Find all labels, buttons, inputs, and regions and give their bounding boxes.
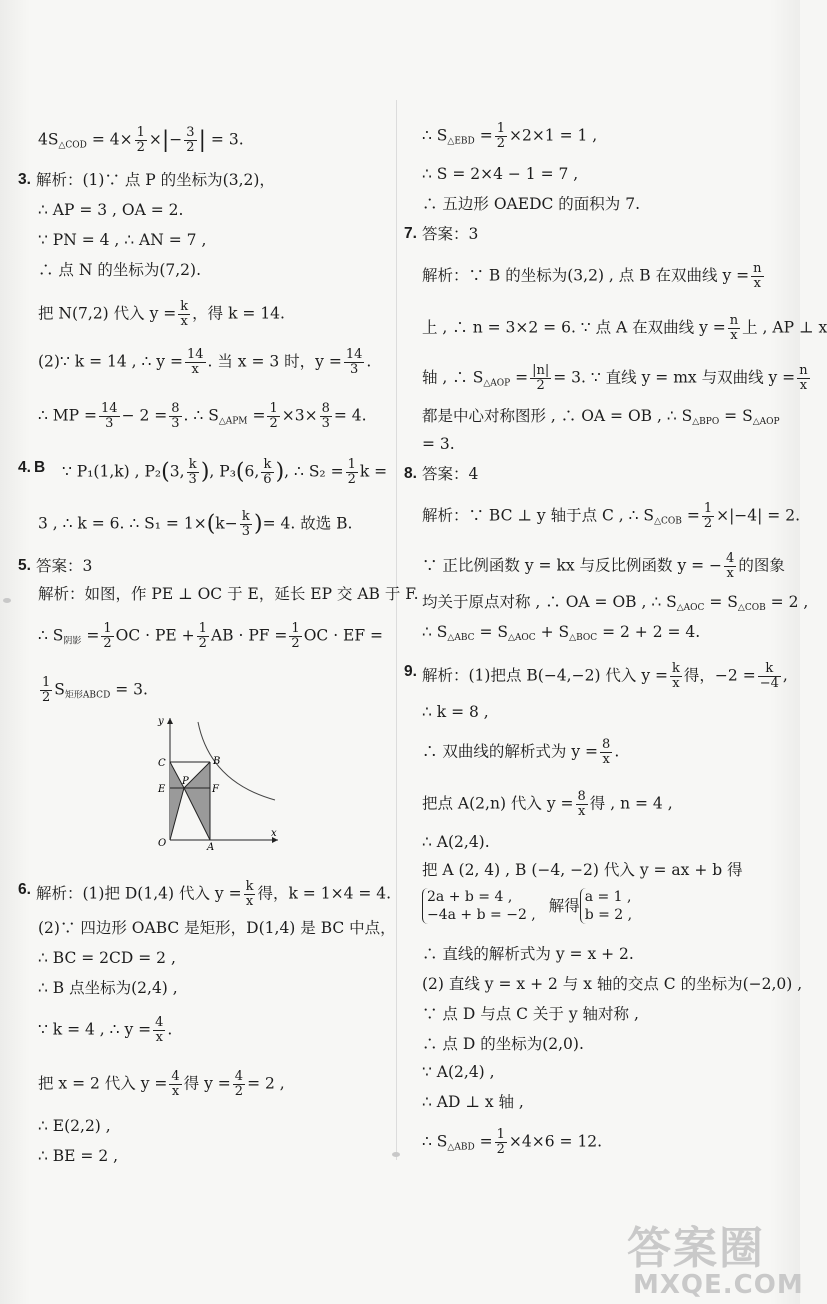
solution-line: 解析：如图，作 PE ⊥ OC 于 E，延长 EP 交 AB 于 F. <box>38 585 419 603</box>
solution-line: ∴ S = 2×4 − 1 = 7 , <box>422 165 579 183</box>
solution-line: ∵ 正比例函数 y = kx 与反比例函数 y = − $\frac{4}{x}$ 的图象 <box>422 551 785 581</box>
solution-line: 把点 A(2,n) 代入 y = $\frac{8}{x}$ 得 , n = 4 , <box>422 789 673 819</box>
solution-line: (2)∵ 四边形 OABC 是矩形，D(1,4) 是 BC 中点， <box>38 919 396 937</box>
solution-line: 解析：(1)把 D(1,4) 代入 y = $\frac{k}{x}$ 得，k = 1×4 = 4. <box>36 879 392 909</box>
question-number: 4. <box>18 459 31 476</box>
solution-line: ∴ E(2,2) , <box>38 1117 111 1135</box>
solution-line: ∴ B 点坐标为(2,4) , <box>38 979 178 997</box>
solution-line: 都是中心对称图形 , ∴ OA = OB , ∴ $S_{\triangle BPO} = S_{\triangle AOP}$ <box>422 407 780 427</box>
binding-hole <box>392 1152 400 1157</box>
solution-line: 把 A (2, 4) , B (−4, −2) 代入 y = ax + b 得 <box>422 861 743 879</box>
watermark-text: 答案圈 <box>627 1223 765 1274</box>
line-area-cod: $4S_{\triangle COD} = 4\times$ $\frac{1}{2}$ ×|− $\frac{3}{2}$ | = 3. <box>38 125 244 155</box>
solution-line: ∵ PN = 4 , ∴ AN = 7 , <box>38 231 207 249</box>
solution-line: 均关于原点对称 , ∴ OA = OB , ∴ $S_{\triangle AOC} = S_{\triangle COB} = 2$ , <box>422 593 809 613</box>
binding-hole <box>3 598 11 603</box>
question-number: 5. <box>18 557 31 574</box>
label-b: B <box>213 756 221 767</box>
solution-line: (2)∵ k = 14 , ∴ y = $\frac{14}{x}$ . 当 x = 3 时，y = $\frac{14}{3}$ . <box>38 347 372 377</box>
solution-line: ∴ $S_{\triangle ABD}$ = $\frac{1}{2}$ ×4×6 = 12. <box>422 1127 603 1157</box>
label-o: O <box>158 838 167 849</box>
label-a: A <box>207 842 215 853</box>
solution-line: $\frac{1}{2}$ $S_{矩形ABCD} = 3$. <box>42 675 148 705</box>
solution-line: ∴ 点 D 的坐标为(2,0). <box>422 1035 584 1053</box>
solution-line: ∴ k = 8 , <box>422 703 489 721</box>
shaded-region-right <box>184 762 210 840</box>
solution-line: 解析：(1)∵ 点 P 的坐标为(3,2)， <box>36 171 275 189</box>
solution-line: 3 , ∴ k = 6. ∴ S₁ = 1×(k− $\frac{k}{3}$ )= 4. 故选 B. <box>38 509 353 539</box>
shaded-region-left <box>170 762 184 840</box>
solution-line: ∴ $S_{\triangle EBD}$ = $\frac{1}{2}$ ×2×1 = 1 , <box>422 121 598 151</box>
solution-line: 把 x = 2 代入 y = $\frac{4}{x}$ 得 y = $\frac{4}{2}$ = 2 , <box>38 1069 285 1099</box>
watermark-domain: MXQE.COM <box>633 1270 804 1300</box>
solution-brace: a = 1 , b = 2 , <box>580 888 632 924</box>
solution-line: ∵ k = 4 , ∴ y = $\frac{4}{x}$ . <box>38 1015 173 1045</box>
question-number: 7. <box>404 225 417 242</box>
solution-line: ∴ AD ⊥ x 轴 , <box>422 1093 524 1111</box>
answer-line: 答案：3 <box>422 225 479 243</box>
label-y: y <box>158 716 164 727</box>
solution-line: ∴ A(2,4). <box>422 833 490 851</box>
solution-line: ∴ BC = 2CD = 2 , <box>38 949 176 967</box>
solution-line: (2) 直线 y = x + 2 与 x 轴的交点 C 的坐标为(−2,0) , <box>422 975 803 993</box>
answer-line: 答案：3 <box>36 557 93 575</box>
solution-line: ∴ 点 N 的坐标为(7,2). <box>38 261 202 279</box>
question-number: 6. <box>18 881 31 898</box>
question-number: 8. <box>404 465 417 482</box>
label-c: C <box>158 758 166 769</box>
label-f: F <box>212 784 219 795</box>
y-axis-arrow <box>167 718 173 724</box>
question-number: 3. <box>18 171 31 188</box>
solution-line: ∵ P₁(1,k) , P₂(3, $\frac{k}{3}$ ), P₃(6, $\frac{k}{6}$ ), ∴ S₂ = $\frac{1}{2}$ k = <box>62 457 388 487</box>
solution-line: 上 , ∴ n = 3×2 = 6. ∵ 点 A 在双曲线 y = $\frac{n}{x}$ 上 , AP ⊥ x <box>422 313 827 343</box>
solution-line: 解析：(1)把点 B(−4,−2) 代入 y = $\frac{k}{x}$ 得，−2 = $\frac{k}{-4}$ , <box>422 661 788 691</box>
solution-line: ∴ 五边形 OAEDC 的面积为 7. <box>422 195 640 213</box>
label-x: x <box>271 828 277 839</box>
answer-choice: B <box>34 459 46 476</box>
question-number: 9. <box>404 663 417 680</box>
solution-line: 轴 , ∴ $S_{\triangle AOP}$ = $\frac{|n|}{2}$ = 3. ∵ 直线 y = mx 与双曲线 y = $\frac{n}{x}$ <box>422 363 808 393</box>
solution-line: ∴ BE = 2 , <box>38 1147 119 1165</box>
solution-line: 解析：∵ B 的坐标为(3,2) , 点 B 在双曲线 y = $\frac{n}{x}$ <box>422 261 762 291</box>
solution-line: ∴ MP = $\frac{14}{3}$ − 2 = $\frac{8}{3}$ . ∴ $S_{\triangle APM}$ = $\frac{1}{2}$ ×3× $\frac{8}{3}$ = 4. <box>38 401 367 431</box>
solution-line: ∴ $S_{\triangle ABC} = S_{\triangle AOC} + S_{\triangle BOC} = 2 + 2 = 4$. <box>422 623 701 643</box>
equation-system: 2a + b = 4 , −4a + b = −2 , 解得 a = 1 , b = 2 , <box>422 888 632 924</box>
solution-line: ∵ 点 D 与点 C 关于 y 轴对称 , <box>422 1005 639 1023</box>
solution-line: = 3. <box>422 435 455 453</box>
column-divider <box>396 100 397 1160</box>
answer-line: 答案：4 <box>422 465 479 483</box>
watermark-logo <box>625 1212 804 1304</box>
solution-line: ∴ AP = 3 , OA = 2. <box>38 201 184 219</box>
solution-line: ∴ $S_{阴影}$ = $\frac{1}{2}$ OC · PE + $\frac{1}{2}$ AB · PF = $\frac{1}{2}$ OC · EF = <box>38 621 384 651</box>
label-e: E <box>158 784 166 795</box>
solution-line: ∴ 直线的解析式为 y = x + 2. <box>422 945 634 963</box>
solution-line: 把 N(7,2) 代入 y = $\frac{k}{x}$ ，得 k = 14. <box>38 299 285 329</box>
solution-line: 解析：∵ BC ⊥ y 轴于点 C , ∴ $S_{\triangle COB}$ = $\frac{1}{2}$ ×|−4| = 2. <box>422 501 801 531</box>
label-p: P <box>182 776 189 787</box>
system-brace: 2a + b = 4 , −4a + b = −2 , <box>422 888 536 924</box>
hyperbola-figure <box>150 712 280 852</box>
solution-line: ∴ 双曲线的解析式为 y = $\frac{8}{x}$ . <box>422 737 620 767</box>
solution-line: ∵ A(2,4) , <box>422 1063 495 1081</box>
